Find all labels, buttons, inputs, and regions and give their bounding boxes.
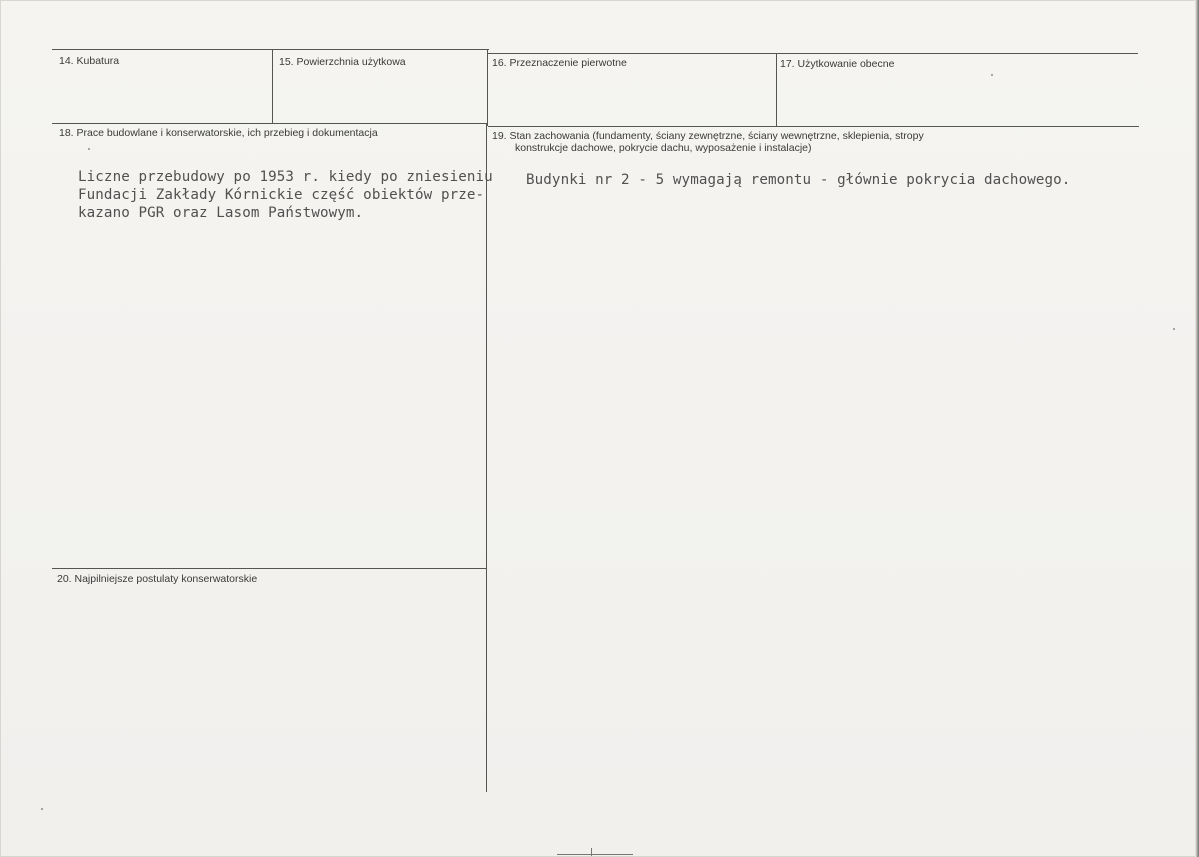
paper-speck: [1173, 328, 1175, 330]
field-16-label: 16. Przeznaczenie pierwotne: [492, 57, 627, 69]
divider-14-15: [272, 50, 273, 123]
bottom-mark: [557, 854, 633, 855]
divider-16-17: [776, 53, 777, 126]
field-18-label: 18. Prace budowlane i konserwatorskie, ich przebieg i dokumentacja: [59, 127, 378, 139]
paper-speck: [991, 74, 993, 76]
divider-main-column: [486, 124, 487, 792]
field-19-entry: Budynki nr 2 - 5 wymagają remontu - głównie pokrycia dachowego.: [526, 172, 1071, 188]
field-17-label: 17. Użytkowanie obecne: [780, 58, 895, 70]
divider-15-16: [487, 50, 488, 126]
field-20-rule: [52, 568, 486, 569]
field-18-entry-line2: Fundacji Zakłady Kórnickie część obiektów prze-: [78, 187, 485, 203]
top-rule-left: [52, 49, 489, 50]
field-18-entry-line1: Liczne przebudowy po 1953 r. kiedy po zniesieniu: [78, 169, 493, 185]
field-19-label-line1: 19. Stan zachowania (fundamenty, ściany zewnętrzne, ściany wewnętrzne, sklepienia, stropy: [492, 130, 924, 142]
top-rule-right: [488, 53, 1138, 54]
paper-speck: [88, 148, 90, 150]
field-20-label: 20. Najpilniejsze postulaty konserwatorskie: [57, 573, 258, 585]
row1-bottom-left: [52, 123, 488, 124]
paper-speck: [41, 808, 43, 810]
field-15-label: 15. Powierzchnia użytkowa: [279, 56, 406, 68]
field-19-label-line2: konstrukcje dachowe, pokrycie dachu, wyposażenie i instalacje): [515, 142, 812, 154]
row1-bottom-right: [488, 126, 1139, 127]
card-edge: [1195, 0, 1199, 857]
field-14-label: 14. Kubatura: [59, 55, 120, 67]
field-18-entry-line3: kazano PGR oraz Lasom Państwowym.: [78, 205, 364, 221]
bottom-mark-tick: [591, 848, 592, 856]
